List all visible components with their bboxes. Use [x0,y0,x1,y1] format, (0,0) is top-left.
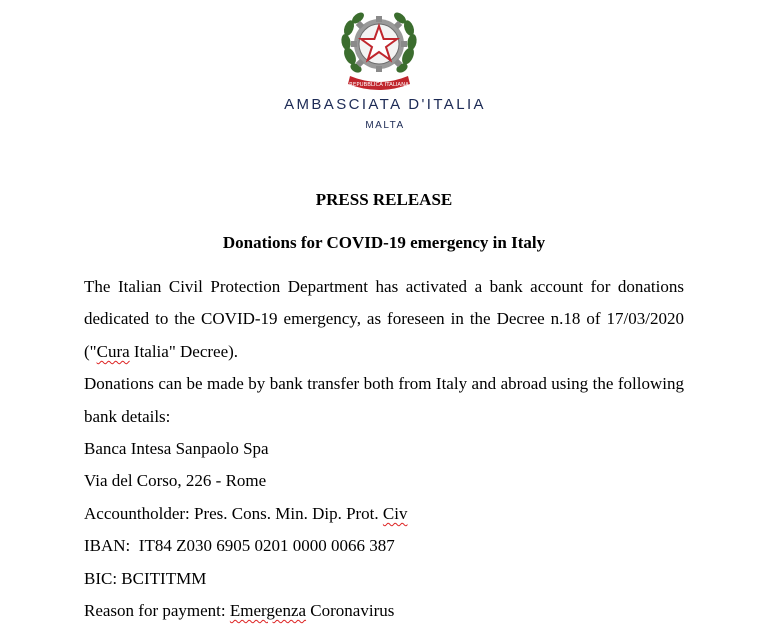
embassy-location: MALTA [365,120,405,131]
account-holder: Accountholder: Pres. Cons. Min. Dip. Prot. Civ [84,503,408,523]
spellcheck-word: Cura [96,341,130,361]
spellcheck-word: Emergenza [229,601,307,621]
bank-address: Via del Corso, 226 - Rome [84,471,267,491]
iban: IBAN: IT84 Z030 6905 0201 0000 0066 387 [84,536,395,556]
bank-name: Banca Intesa Sanpaolo Spa [84,439,269,459]
document-subtitle: Donations for COVID-19 emergency in Italy [222,233,546,252]
paragraph-bank-account: The Italian Civil Protection Department has activated a bank account for donations dedicated to the COVID-19 emergency, as foreseen in the Decree n.18 of 17/03/2020 ("Cura Italia" Decree). [84,277,684,361]
embassy-name: AMBASCIATA D'ITALIA [284,96,486,113]
paragraph-donations: Donations can be made by bank transfer both from Italy and abroad using the following bank details: [84,374,684,426]
document-title: PRESS RELEASE [315,190,453,209]
italian-republic-emblem-icon [338,6,420,90]
svg-text:REPUBBLICA ITALIANA: REPUBBLICA ITALIANA [349,82,409,88]
document-body [84,271,684,627]
payment-reason: Reason for payment: Emergenza Coronavirus [84,601,395,621]
bic: BIC: BCITITMM [84,568,207,588]
spellcheck-word: Civ [382,503,408,523]
